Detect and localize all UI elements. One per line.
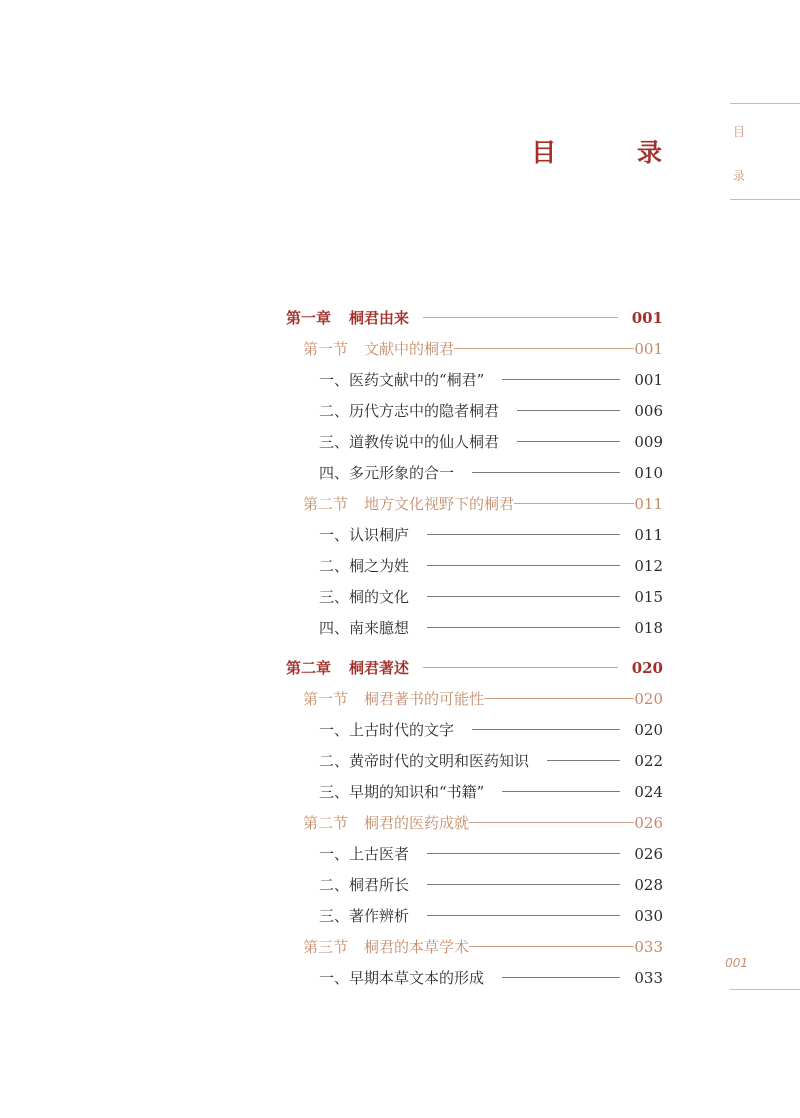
footer-rule bbox=[730, 989, 800, 990]
leader-line bbox=[427, 565, 620, 566]
toc-item[interactable] bbox=[286, 900, 663, 931]
toc-item[interactable] bbox=[286, 550, 663, 581]
toc-entry-title bbox=[303, 812, 469, 833]
toc-entry-title bbox=[286, 657, 409, 678]
leader-line bbox=[423, 317, 618, 318]
toc-page-number: 009 bbox=[634, 432, 663, 451]
toc-entry-title: 一、早期本草文本的形成 bbox=[319, 969, 485, 987]
table-of-contents bbox=[286, 302, 663, 993]
leader-line bbox=[547, 760, 620, 761]
chapter-gap bbox=[286, 643, 663, 652]
toc-entry-title: 三、桐的文化 bbox=[319, 588, 410, 606]
toc-section[interactable] bbox=[286, 807, 663, 838]
toc-page-number: 001 bbox=[631, 308, 663, 327]
toc-entry-title: 二、桐君所长 bbox=[319, 876, 410, 894]
toc-chapter[interactable] bbox=[286, 302, 663, 333]
leader-line bbox=[484, 698, 634, 699]
toc-entry-title: 一、上古医者 bbox=[319, 845, 410, 863]
toc-page-number: 020 bbox=[631, 658, 663, 677]
toc-entry-number: 第三节 bbox=[303, 938, 349, 956]
toc-entry-title: 三、著作辨析 bbox=[319, 907, 410, 925]
leader-line bbox=[423, 667, 618, 668]
leader-line bbox=[472, 729, 620, 730]
toc-entry-number: 第二节 bbox=[303, 814, 349, 832]
toc-page-number: 011 bbox=[634, 494, 663, 513]
toc-entry-number: 第一节 bbox=[303, 340, 349, 358]
leader-line bbox=[427, 915, 620, 916]
toc-page-number: 024 bbox=[634, 782, 663, 801]
side-rule-top bbox=[730, 103, 800, 104]
toc-page-number: 030 bbox=[634, 906, 663, 925]
page-title: 目 录 bbox=[531, 138, 698, 167]
toc-item[interactable] bbox=[286, 364, 663, 395]
toc-entry-title: 四、南来臆想 bbox=[319, 619, 410, 637]
side-label-mu: 目 bbox=[732, 125, 745, 139]
toc-page-number: 026 bbox=[634, 844, 663, 863]
toc-section[interactable] bbox=[286, 333, 663, 364]
leader-line bbox=[427, 596, 620, 597]
toc-item[interactable] bbox=[286, 869, 663, 900]
toc-page-number: 026 bbox=[634, 813, 663, 832]
leader-line bbox=[454, 348, 634, 349]
toc-section[interactable] bbox=[286, 931, 663, 962]
toc-page-number: 001 bbox=[634, 370, 663, 389]
side-label-lu: 录 bbox=[732, 169, 745, 183]
toc-entry-text: 桐君著述 bbox=[349, 659, 410, 677]
toc-section[interactable] bbox=[286, 488, 663, 519]
toc-item[interactable] bbox=[286, 612, 663, 643]
toc-item[interactable] bbox=[286, 395, 663, 426]
leader-line bbox=[502, 977, 620, 978]
toc-item[interactable] bbox=[286, 714, 663, 745]
toc-entry-number: 第二章 bbox=[286, 659, 332, 677]
leader-line bbox=[517, 410, 620, 411]
leader-line bbox=[469, 946, 634, 947]
toc-entry-title: 一、医药文献中的“桐君” bbox=[319, 371, 485, 389]
toc-entry-title: 一、认识桐庐 bbox=[319, 526, 410, 544]
toc-entry-title bbox=[303, 936, 469, 957]
leader-line bbox=[469, 822, 634, 823]
leader-line bbox=[502, 791, 620, 792]
toc-page-number: 033 bbox=[634, 968, 663, 987]
toc-entry-title: 二、黄帝时代的文明和医药知识 bbox=[319, 752, 530, 770]
toc-section[interactable] bbox=[286, 683, 663, 714]
toc-entry-number: 第二节 bbox=[303, 495, 349, 513]
leader-line bbox=[427, 627, 620, 628]
toc-page-number: 020 bbox=[634, 720, 663, 739]
toc-entry-title bbox=[286, 307, 409, 328]
toc-page-number: 033 bbox=[634, 937, 663, 956]
toc-page-number: 020 bbox=[634, 689, 663, 708]
toc-entry-title: 一、上古时代的文字 bbox=[319, 721, 455, 739]
toc-entry-text: 地方文化视野下的桐君 bbox=[364, 495, 515, 513]
toc-page-number: 001 bbox=[634, 339, 663, 358]
toc-item[interactable] bbox=[286, 962, 663, 993]
toc-entry-text: 桐君的医药成就 bbox=[364, 814, 470, 832]
leader-line bbox=[502, 379, 620, 380]
toc-page-number: 015 bbox=[634, 587, 663, 606]
toc-item[interactable] bbox=[286, 776, 663, 807]
toc-entry-title bbox=[303, 688, 484, 709]
toc-item[interactable] bbox=[286, 457, 663, 488]
side-rule-bottom bbox=[730, 199, 800, 200]
toc-entry-number: 第一章 bbox=[286, 309, 332, 327]
toc-item[interactable] bbox=[286, 838, 663, 869]
leader-line bbox=[427, 853, 620, 854]
toc-item[interactable] bbox=[286, 426, 663, 457]
toc-entry-title: 二、历代方志中的隐者桐君 bbox=[319, 402, 500, 420]
toc-item[interactable] bbox=[286, 581, 663, 612]
leader-line bbox=[427, 884, 620, 885]
toc-entry-text: 桐君由来 bbox=[349, 309, 410, 327]
toc-entry-text: 文献中的桐君 bbox=[364, 340, 455, 358]
toc-page-number: 018 bbox=[634, 618, 663, 637]
page-number: 001 bbox=[725, 956, 748, 970]
toc-page-number: 011 bbox=[634, 525, 663, 544]
toc-entry-text: 桐君著书的可能性 bbox=[364, 690, 485, 708]
toc-item[interactable] bbox=[286, 745, 663, 776]
leader-line bbox=[514, 503, 634, 504]
leader-line bbox=[517, 441, 620, 442]
leader-line bbox=[427, 534, 620, 535]
toc-entry-title: 四、多元形象的合一 bbox=[319, 464, 455, 482]
toc-page-number: 022 bbox=[634, 751, 663, 770]
toc-entry-text: 桐君的本草学术 bbox=[364, 938, 470, 956]
toc-chapter[interactable] bbox=[286, 652, 663, 683]
toc-page-number: 028 bbox=[634, 875, 663, 894]
leader-line bbox=[472, 472, 620, 473]
toc-page-number: 012 bbox=[634, 556, 663, 575]
toc-entry-title: 三、道教传说中的仙人桐君 bbox=[319, 433, 500, 451]
toc-entry-title: 三、早期的知识和“书籍” bbox=[319, 783, 485, 801]
toc-entry-title bbox=[303, 493, 514, 514]
toc-page-number: 010 bbox=[634, 463, 663, 482]
toc-entry-number: 第一节 bbox=[303, 690, 349, 708]
toc-entry-title: 二、桐之为姓 bbox=[319, 557, 410, 575]
toc-page-number: 006 bbox=[634, 401, 663, 420]
toc-item[interactable] bbox=[286, 519, 663, 550]
toc-entry-title bbox=[303, 338, 454, 359]
